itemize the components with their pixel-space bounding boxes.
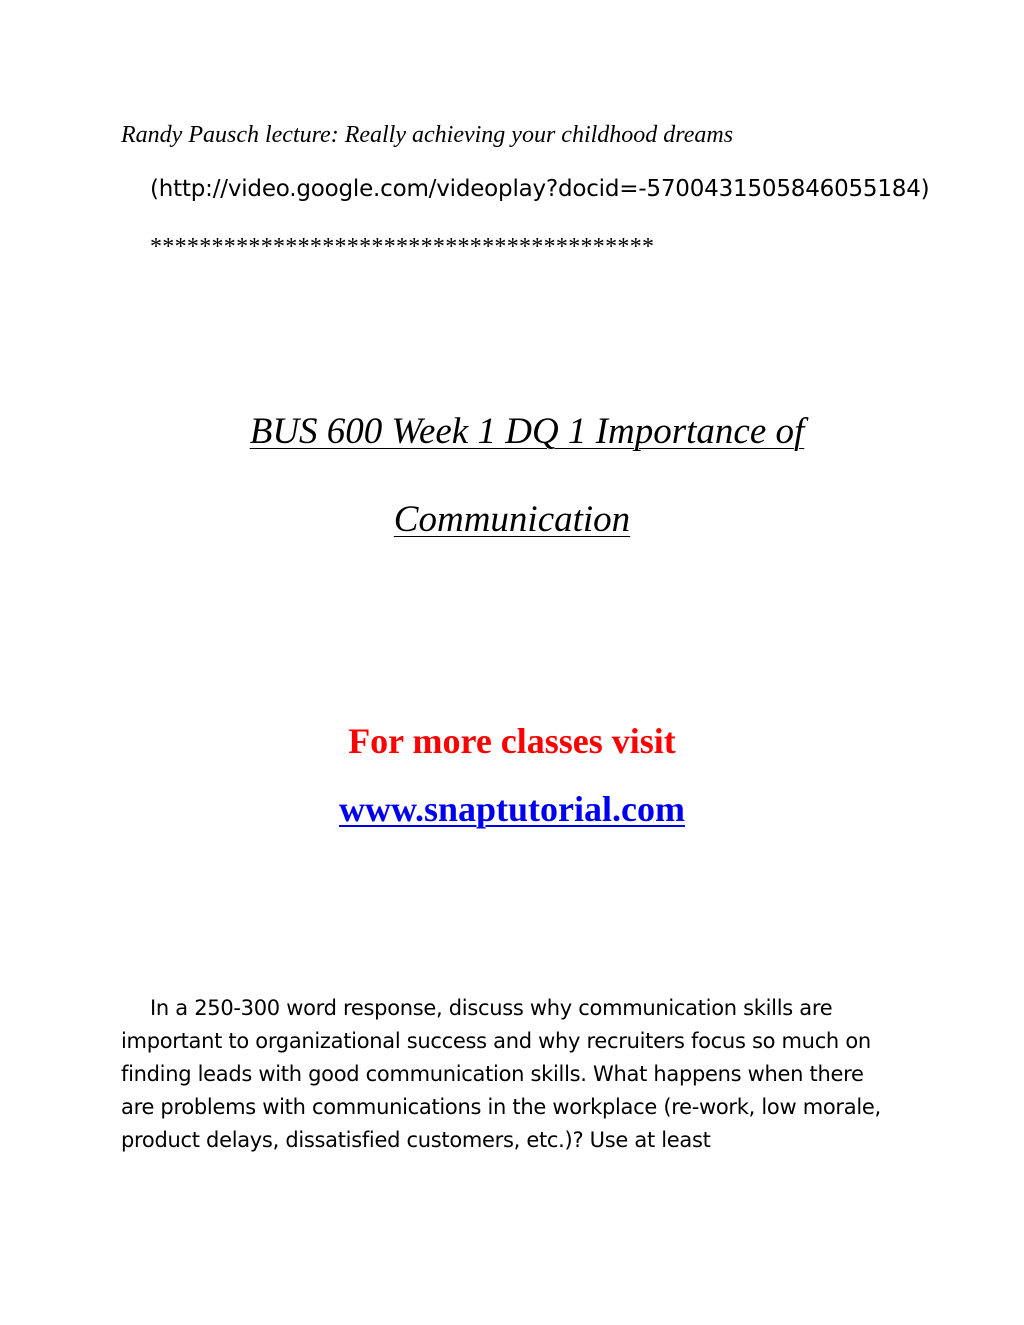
promo-visit-text: For more classes visit — [348, 721, 676, 761]
course-title-line-2: Communication — [393, 499, 631, 540]
separator-stars: ***************************************** — [150, 234, 655, 260]
course-title-line-1: BUS 600 Week 1 DQ 1 Importance of — [249, 411, 805, 452]
video-url: (http://video.google.com/videoplay?docid=-5700431505846055184) — [150, 176, 930, 202]
lecture-title: Randy Pausch lecture: Really achieving your childhood dreams — [121, 122, 734, 148]
snaptutorial-link[interactable]: www.snaptutorial.com — [338, 789, 685, 829]
discussion-paragraph: In a 250-300 word response, discuss why communication skills are important to organizational success and why recruiters focus so much on finding leads with good communication skills. What happens when there are problems with communications in the workplace (re-work, low morale, product delays, dissatisfied customers, etc.)? Use at least — [121, 996, 881, 1152]
